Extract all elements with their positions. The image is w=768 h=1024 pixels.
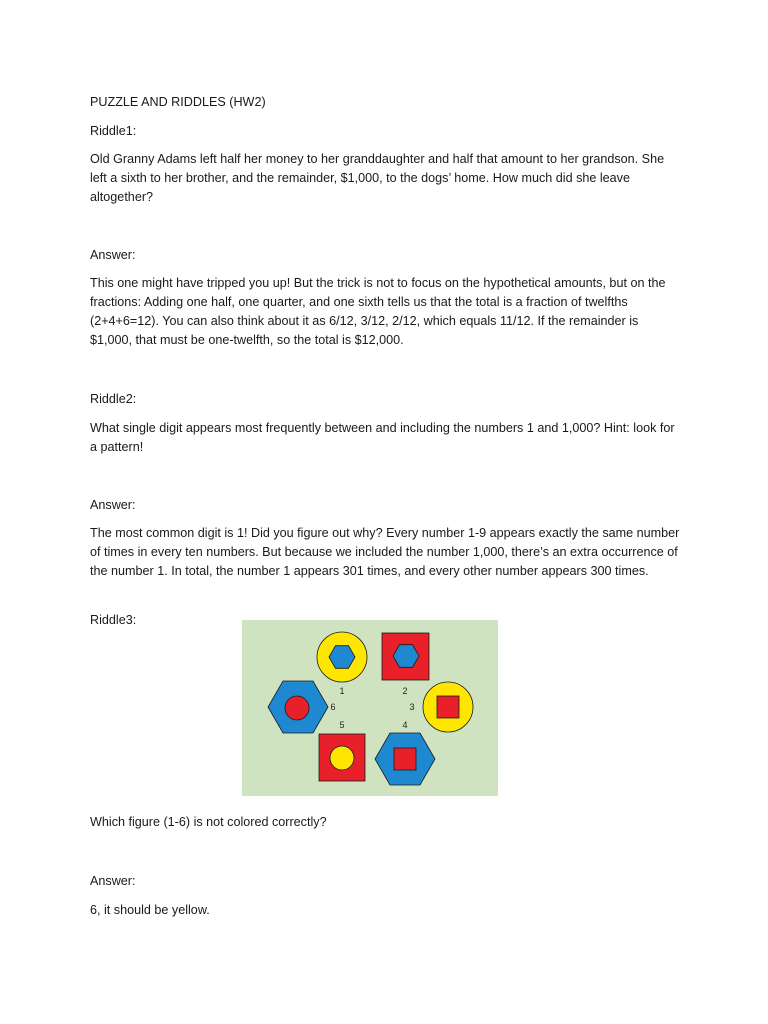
figure-label-3: 3 <box>409 702 415 712</box>
figure-6 <box>268 681 328 733</box>
figure-label-5: 5 <box>339 720 345 730</box>
figure-label-4: 4 <box>402 720 408 730</box>
riddle1-answer-label: Answer: <box>90 248 136 262</box>
riddle3-label: Riddle3: <box>90 613 137 627</box>
riddle3-answer: 6, it should be yellow. <box>90 903 210 917</box>
figure-1 <box>317 632 367 682</box>
riddle2-label: Riddle2: <box>90 392 137 406</box>
figure-4 <box>375 733 435 785</box>
figure-2 <box>382 633 429 680</box>
riddle2-question: What single digit appears most frequently between and including the numbers 1 and 1,000? Hint: look for a pattern! <box>90 421 675 454</box>
shapes-figure <box>242 620 498 796</box>
figure-5 <box>319 734 365 781</box>
riddle1-answer: This one might have tripped you up! But the trick is not to focus on the hypothetical amounts, but on the fractions: Adding one half, one quarter, and one sixth tells us that the total is a fraction of twelfths (2+4+6=12). You can also think about it as 6/12, 3/12, 2/12, which equals 11/12. If the remainder is $1,000, that must be one-twelfth, so the total is $12,000. <box>90 276 666 347</box>
riddle1-label: Riddle1: <box>90 124 137 138</box>
riddle1-question: Old Granny Adams left half her money to her granddaughter and half that amount to her grandson. She left a sixth to her brother, and the remainder, $1,000, to the dogs’ home. How much did she leave altogether? <box>90 152 665 204</box>
riddle2-answer-label: Answer: <box>90 498 136 512</box>
figure-label-2: 2 <box>402 686 408 696</box>
riddle3-question: Which figure (1-6) is not colored correctly? <box>90 815 327 829</box>
figure-3 <box>423 682 473 732</box>
document-page <box>90 0 690 1024</box>
figure-label-6: 6 <box>330 702 336 712</box>
figure-label-1: 1 <box>339 686 345 696</box>
document-title: PUZZLE AND RIDDLES (HW2) <box>90 95 266 109</box>
riddle2-answer: The most common digit is 1! Did you figure out why? Every number 1-9 appears exactly the same number of times in every ten numbers. But because we included the number 1,000, there’s an extra occurrence of the number 1. In total, the number 1 appears 301 times, and every other number appears 300 times. <box>90 526 680 578</box>
riddle3-answer-label: Answer: <box>90 874 136 888</box>
riddle3-figure <box>242 620 498 796</box>
